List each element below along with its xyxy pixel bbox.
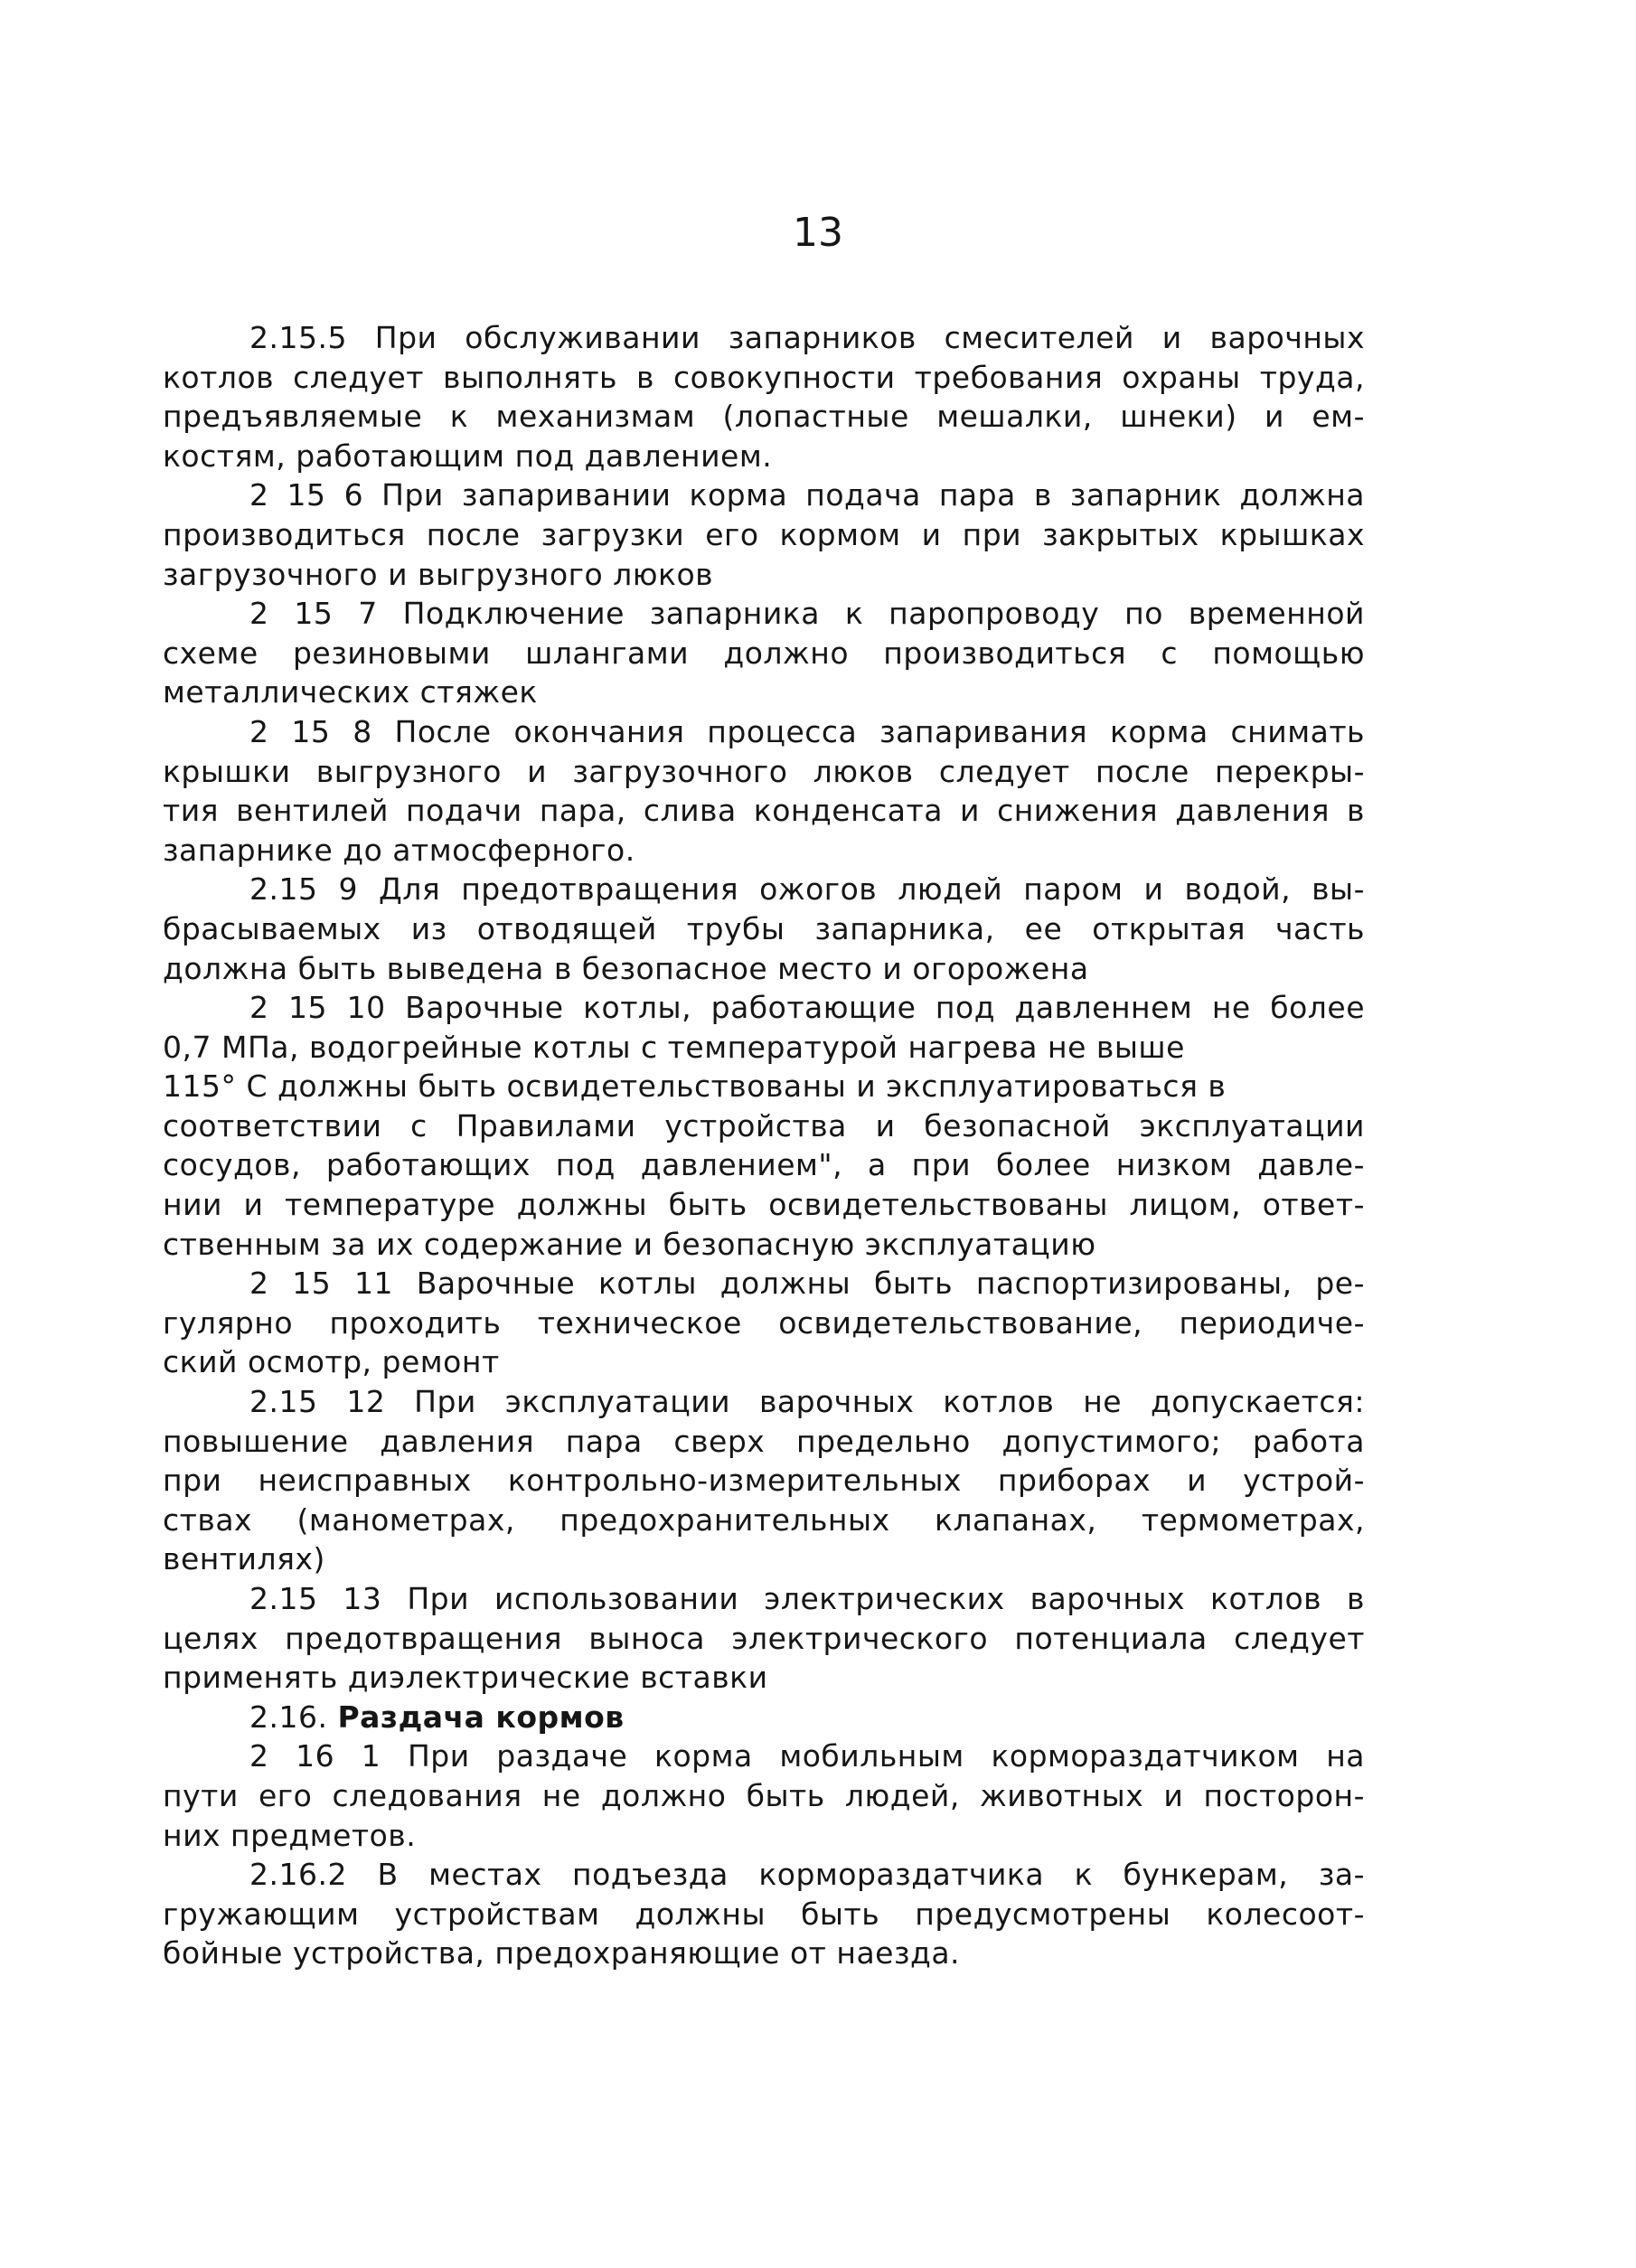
page-number: 13 (793, 210, 843, 256)
paragraph-line: 115° С должны быть освидетельствованы и эксплуатироваться в (163, 1068, 1227, 1105)
paragraph-line: целях предотвращения выноса электрического потенциала следует (163, 1620, 1365, 1656)
paragraph-first-line: 2 15 7 Подключение запарника к паропроводу по временной (249, 596, 1365, 632)
paragraph-first-line: 2.15 9 Для предотвращения ожогов людей паром и водой, вы- (249, 871, 1365, 908)
paragraph-line: производиться после загрузки его кормом и при закрытых крышках (163, 516, 1365, 552)
paragraph-line: повышение давления пара сверх предельно допустимого; работа (163, 1423, 1365, 1459)
paragraph-line: костям, работающим под давлением. (163, 438, 773, 474)
paragraph-line: схеме резиновыми шлангами должно производиться с помощью (163, 635, 1365, 671)
paragraph-line: ствах (манометрах, предохранительных клапанах, термометрах, (163, 1501, 1365, 1538)
paragraph-line: 0,7 МПа, водогрейные котлы с температурой нагрева не выше (163, 1029, 1185, 1065)
paragraph-line: брасываемых из отводящей трубы запарника, ее открытая часть (163, 910, 1365, 946)
paragraph-line: запарнике до атмосферного. (163, 832, 635, 868)
paragraph-line: применять диэлектрические вставки (163, 1660, 768, 1696)
paragraph-line: тия вентилей подачи пара, слива конденсата и снижения давления в (163, 793, 1365, 829)
paragraph-line: предъявляемые к механизмам (лопастные мешалки, шнеки) и ем- (163, 399, 1365, 435)
paragraph-line: нии и температуре должны быть освидетельствованы лицом, ответ- (163, 1187, 1365, 1223)
paragraph-line: ский осмотр, ремонт (163, 1344, 500, 1380)
paragraph-line: должна быть выведена в безопасное место и огорожена (163, 950, 1089, 986)
paragraph-first-line: 2 15 8 После окончания процесса запаривания корма снимать (249, 713, 1365, 749)
paragraph-first-line: 2 15 10 Варочные котлы, работающие под давленнем не более (249, 990, 1365, 1026)
section-title: Раздача кормов (337, 1699, 625, 1735)
paragraph-line: крышки выгрузного и загрузочного люков следует после перекры- (163, 753, 1365, 789)
document-body (163, 318, 1365, 1973)
paragraph-line: ственным за их содержание и безопасную эксплуатацию (163, 1226, 1096, 1262)
paragraph-first-line: 2.16.2 В местах подъезда кормораздатчика к бункерам, за- (249, 1857, 1365, 1893)
paragraph-line: котлов следует выполнять в совокупности требования охраны труда, (163, 359, 1365, 395)
paragraph-line: пути его следования не должно быть людей, животных и посторон- (163, 1777, 1365, 1813)
paragraph-line: вентилях) (163, 1541, 325, 1577)
paragraph-line: бойные устройства, предохраняющие от наезда. (163, 1935, 961, 1972)
paragraph-line: них предметов. (163, 1817, 417, 1853)
paragraph-first-line: 2 15 11 Варочные котлы должны быть паспортизированы, ре- (249, 1266, 1365, 1302)
section-heading (163, 1698, 1365, 1737)
paragraph-line: сосудов, работающих под давлением", а при более низком давле- (163, 1147, 1365, 1183)
paragraph-first-line: 2 16 1 При раздаче корма мобильным кормораздатчиком на (249, 1738, 1365, 1774)
paragraph-first-line: 2 15 6 При запаривании корма подача пара в запарник должна (249, 477, 1365, 513)
paragraph-first-line: 2.15 13 При использовании электрических варочных котлов в (249, 1581, 1365, 1616)
paragraph-line: металлических стяжек (163, 674, 538, 711)
paragraph-line: соответствии с Правилами устройства и безопасной эксплуатации (163, 1107, 1365, 1143)
section-number: 2.16. (249, 1699, 328, 1735)
paragraph-line: загрузочного и выгрузного люков (163, 556, 714, 592)
paragraph-first-line: 2.15.5 При обслуживании запарников смесителей и варочных (249, 320, 1365, 355)
paragraph-line: гулярно проходить техническое освидетельствование, периодиче- (163, 1304, 1365, 1341)
paragraph-line: при неисправных контрольно-измерительных приборах и устрой- (163, 1463, 1365, 1499)
paragraph-line: гружающим устройствам должны быть предусмотрены колесоот- (163, 1896, 1365, 1932)
paragraph-first-line: 2.15 12 При эксплуатации варочных котлов не допускается: (249, 1384, 1365, 1420)
